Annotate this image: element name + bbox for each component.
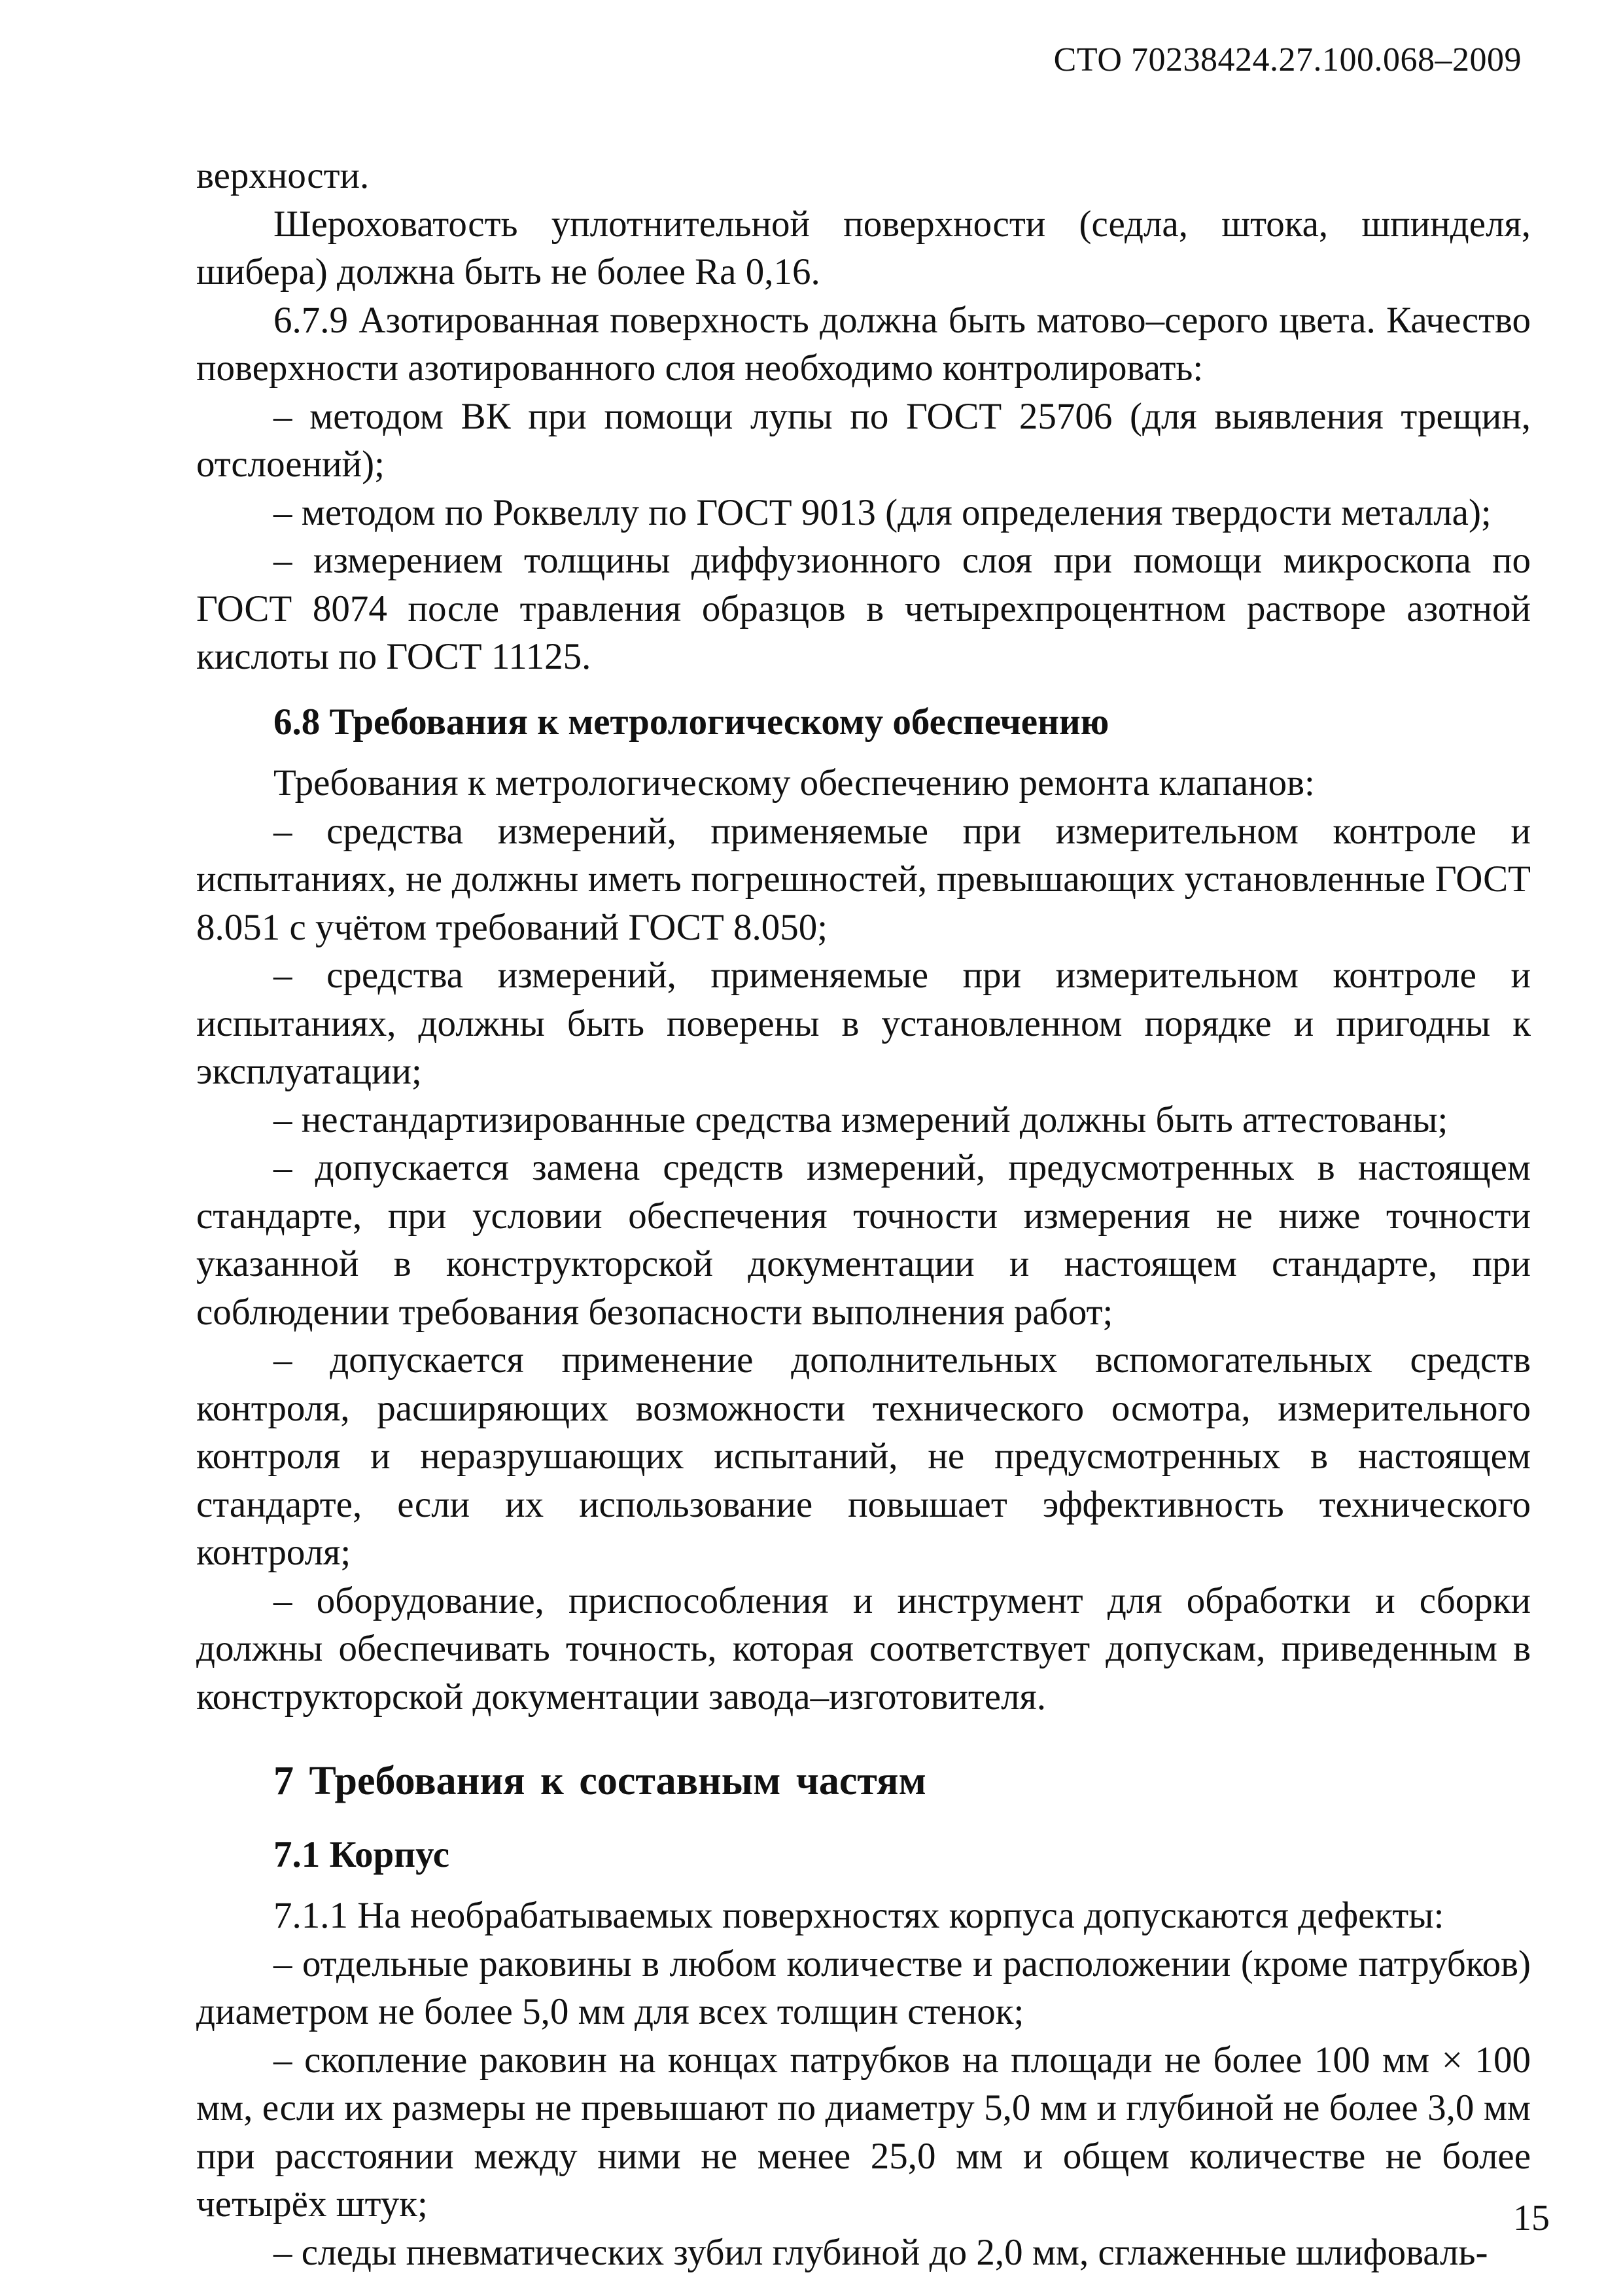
paragraph: Требования к метрологическому обеспечению ремонта клапанов: <box>273 762 1315 804</box>
document-code-header: СТО 70238424.27.100.068–2009 <box>1053 41 1522 79</box>
paragraph-6-7-9: 6.7.9 Азотированная поверхность должна быть матово–серого цвета. Качество поверхности азотированного слоя необходимо контролировать: <box>196 299 1531 389</box>
list-item: – методом по Роквеллу по ГОСТ 9013 (для определения твердости металла); <box>273 491 1492 533</box>
list-item: – допускается применение дополнительных вспомогательных средств контроля, расширяющих возможности технического осмотра, измерительного контроля и неразрушающих испытаний, не предусмотренных в настоящем стандарте, если их использование повышает эффективность технического контроля; <box>196 1339 1531 1573</box>
page-body <box>196 152 1531 2276</box>
list-item: – измерением толщины диффузионного слоя при помощи микроскопа по ГОСТ 8074 после травления образцов в четырехпроцентном растворе азотной кислоты по ГОСТ 11125. <box>196 540 1531 677</box>
list-item: – скопление раковин на концах патрубков на площади не более 100 мм × 100 мм, если их размеры не превышают по диаметру 5,0 мм и глубиной не более 3,0 мм при расстоянии между ними не менее 25,0 мм и общем количестве не более четырёх штук; <box>196 2039 1531 2225</box>
list-item: – допускается замена средств измерений, предусмотренных в настоящем стандарте, при условии обеспечения точности измерения не ниже точности указанной в конструкторской документации и настоящем стандарте, при соблюдении требования безопасности выполнения работ; <box>196 1147 1531 1333</box>
list-item: – методом ВК при помощи лупы по ГОСТ 25706 (для выявления трещин, отслоений); <box>196 395 1531 485</box>
list-item: – отдельные раковины в любом количестве и расположении (кроме патрубков) диаметром не более 5,0 мм для всех толщин стенок; <box>196 1943 1531 2032</box>
list-item: – средства измерений, применяемые при измерительном контроле и испытаниях, не должны иметь погрешностей, превышающих установленные ГОСТ 8.051 с учётом требований ГОСТ 8.050; <box>196 810 1531 948</box>
list-item: – следы пневматических зубил глубиной до 2,0 мм, сглаженные шлифоваль- <box>273 2231 1488 2273</box>
paragraph-7-1-1: 7.1.1 На необрабатываемых поверхностях корпуса допускаются дефекты: <box>273 1895 1444 1936</box>
section-heading-7-1: 7.1 Корпус <box>273 1833 450 1875</box>
paragraph-continuation: верхности. <box>196 155 370 196</box>
page-number: 15 <box>1513 2198 1550 2238</box>
chapter-heading-7: 7 Требования к составным частям <box>273 1759 926 1803</box>
paragraph: Шероховатость уплотнительной поверхности (седла, штока, шпинделя, шибера) должна быть не более Ra 0,16. <box>196 203 1531 292</box>
list-item: – нестандартизированные средства измерений должны быть аттестованы; <box>273 1099 1448 1140</box>
section-heading-6-8: 6.8 Требования к метрологическому обеспечению <box>273 701 1109 743</box>
list-item: – средства измерений, применяемые при измерительном контроле и испытаниях, должны быть поверены в установленном порядке и пригодны к эксплуатации; <box>196 955 1531 1092</box>
list-item: – оборудование, приспособления и инструмент для обработки и сборки должны обеспечивать точность, которая соответствует допускам, приведенным в конструкторской документации завода–изготовителя. <box>196 1580 1531 1718</box>
